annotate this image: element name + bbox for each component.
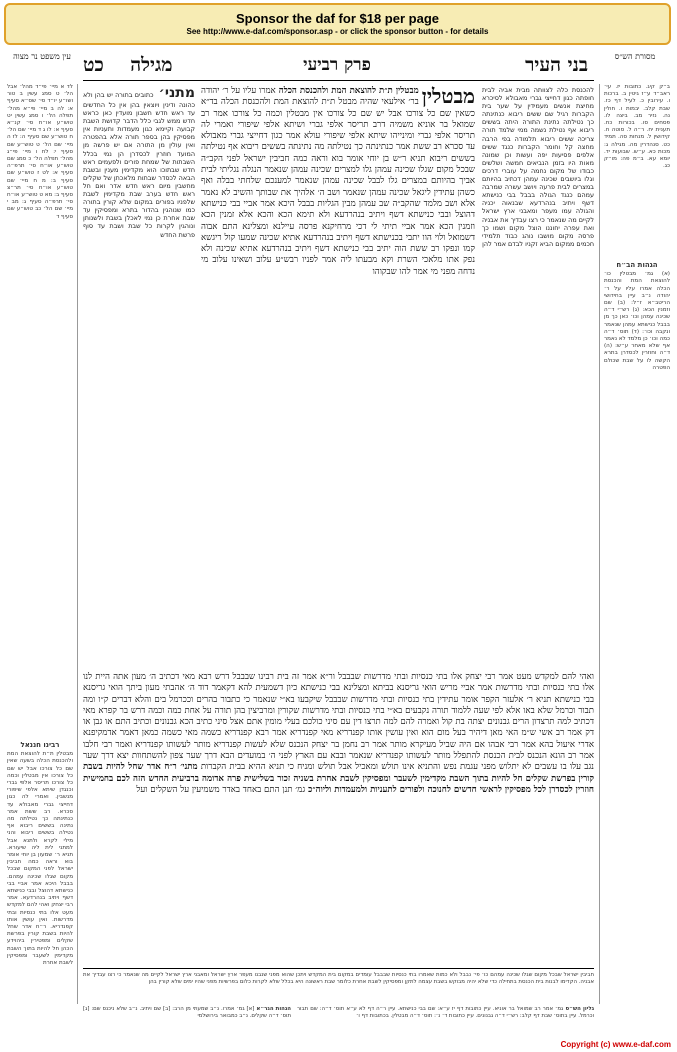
rashi-text: להכנסת כלה לצוותה מבית אביה לבית חופתה כגון דחייצי גברי מאבולא לסיכרא מחיצת אנשים מעמידין על שער בית הקברות רגיל שם ששים ריבוא כנתינתה כך נטילתה נתינת התורה היתה בששים ריבוא אף נטילת נשמה ממי שלמד תורה צריכה ששים ריבוא תלמודה בפי הרבה מחצה קל וחומר הקברות כנגד ששים אלפים פסיעות יפה ועשות וכן שמונה מאות היו בזמן הנביאים חמשה ושלשים כבודו של מקום נחמה על עוברי דרכים וגלו ביושבים שכינה עמהן דכתיב בהיותם במצרים לבית פרעה ויושב עשרה שמרבה עמהם כנגד הגולה בבבל בבי כנישתא דשף ויתיב בנהרדעא שבנאוה יכניה והגולה עמו מעפר ומאבני ארץ ישראל לקיים מה שנאמר כי רצו עבדיך את אבניה ואת עפרה יחוננו הוצל מקום ושמו כך פרסה מקום מושבו נוהג כבוד תלמידי חכמים ממקום הביא זקניו לבדם אמר להן	[482, 86, 594, 248]
hagahot-title: הגהות הב״ח	[616, 261, 658, 269]
gemara-paragraph-5: רב ששת הוה יתיב בבי כנישתא דשף ויתיב בנהרדעא אתיא שכינה ולא נפק אתו מלאכי השרת וקא מבעתו ליה אמר לפניו רבש״ע עלוב ושאינו עלוב מי נדחה מפני מי אמר להו שבקוהו	[201, 244, 475, 277]
talmud-page	[7, 50, 670, 1035]
copyright-notice[interactable]: Copyright (c) www.e-daf.com	[560, 1040, 671, 1049]
gemara-paragraph-3: והשיב לא נאמר אלא ושב מלמד שהקב״ה שב עמהן מבין הגליות בבבל היכא אמר אביי בבי כנישתא דהוצל ובבי כנישתא דשף ויתיב בנהרדעא ולא תימא הכא והכא אלא זמנין הכא וזמנין הכא	[201, 187, 475, 232]
rashi-column	[482, 86, 594, 666]
tosafot-text: כתובים בתורה יש בהן ולא כהונה ודינין ויוצאין בהן אין כל החדשים עד ראש חדש חשבון מועדין כאן כראש חדש ממש לגבי כלל הדבר קדושת השבת קבועה וקיימא כגון מעמדות ותעניות אין מפסיקין בהן בספר תורה אלא בהפטרה ואין עולין מן התורה אם יש פרשה מן המועד חוזרין לכסדרן הן נמי בכלל השבתות של שמחת פורים ולפעמים ראש חדש שבתוכו הוא מקדימין מענין ובשבת הבאה לכסדר שבתות מלאכתן של שקלים מחשבין מיום ראש חדש אדר ואם חל ראש חדש בערב שבת מקדימין לשבת שלפניו בפורים במקום שלא קורין בתורה כמו שנוהגין בהדור בתרא ומפסיקין עד שבת אחרת כן נמי לאכלן בשבת ולשנותן ונוהגין לקרות כל שבת ושבת עד סוף פרשת החדש	[83, 91, 195, 239]
sponsor-title[interactable]: Sponsor the daf for $18 per page	[236, 11, 439, 26]
hagahot-gra	[83, 1006, 291, 1034]
masoret-hashas-text: ב״ק קיג. כתובות יז. עי׳ ראב״ד ע״ז גיטין ב. ברכות ו. עירובין כ. לעיל דף כז. שבת קלב. יבמות ו. חולין נה. נזיר מב. ביצה לו. פסחים סו. בכורות כח. תענית יח. ר״ה ל. סוטה ח. קידושין ל. מנחות סה. תמיד כט. סנהדרין מה. מגילה ג: מכות כא. ע״ש. שבועות יד. יומא עא. ב״מ פה: מו״ק כג.	[604, 84, 670, 170]
left-margin-divider	[77, 84, 78, 1004]
footer-rule	[83, 968, 594, 969]
opening-line: מבטלין ת״ת להוצאת המת ולהכנסת הכלה	[275, 86, 419, 96]
gemara-paragraph-9: דרש בר קפרא מאי דכתיב למה תרצדון הרים גבנונים יצתה בת קול ואמרה להם למה תרצו דין עם סיני כולכם בעלי מומין אתם אצל סיני כתיב הכא גבנונים וכתיב התם או גבן או דק	[83, 705, 594, 739]
right-margin-title: מסורת הש״ס	[614, 52, 656, 61]
chapter-number: פרק רביעי	[303, 55, 371, 75]
gemara-paragraph-4: אמר אביי תיתי לי דכי מרחיקנא פרסה עיילנא ומצלינא התם אבוה דשמואל ולוי הוו יתבי בכנישתא דשף ויתיב בנהרדעא אתיא שכינה שמעו קול ריגשא קמו ונפקו	[201, 221, 475, 255]
hagahot-gra-text: [א] גמ׳ אמרו. נ״ב שמעתי מן הרב: [ב] שם ויתיב. נ״ב שלא ניכנס שם: [ג] תוס׳ ד״ה שקלים. נ״ב כמבואר בירושלמי	[83, 1006, 291, 1019]
rabbeinu-chananel-text: מבטלין ת״ת להוצאת המת ולהכנסת הכלה בשעה שאין שם כל צורכו אבל יש שם כל צורכו אין מבטלין וכמה כל צורכו תריסר אלפי גברי וכנגדן שיתא אלפי שיפורי מנשבין. ואמרי לה כגון דחייצי גברי מאבולא עד סכרא. רב ששת אמר כנתינתה כך נטילתה מה נתינה בששים ריבוא אף נטילה בששים ריבוא והני מילי לקרא ולתנא אבל למתני לית ליה שיעורא. תניא ר׳ שמעון בן יוחי אומר בוא וראה כמה חביבין ישראל לפני המקום שבכל מקום שגלו שכינה עמהם. בבבל היכא אמר אביי בבי כנישתא דהוצל ובבי כנישתא דשף ויתיב בנהרדעא. אמר רבי יצחק ואהי להם למקדש מעט אלו בתי כנסיות ובתי מדרשות. ואין עושין אותו קפנדריא. ר״ח אדר שחל להיות בשבת קורין בפרשת שקלים ומפטירין ביהוידע הכהן חל להיות בתוך השבת מקדימין לשעבר ומפסיקין לשבת אחרת	[7, 751, 73, 967]
gemara-paragraph-14: גמ׳ תנן התם באחד באדר משמיעין על השקלים ועל	[136, 784, 306, 795]
tractate-folio	[83, 50, 173, 80]
chapter-name: בני העיר	[525, 54, 588, 76]
gemara-paragraph-13: מתני׳ ר״ח אדר שחל להיות בשבת קורין בפרשת שקלים חל להיות בתוך השבת מקדימין לשעבר ומפסיקין לשבת אחרת בשניה זכור בשלישית פרה אדומה ברביעית החדש הזה לכם בחמישית חוזרין לכסדרן לכל מפסיקין לראשי חדשים לחנוכה ולפורים לתעניות ולמעמדות וליוה״כ	[83, 762, 594, 795]
gilyon-hashas	[297, 1006, 594, 1034]
folio-number: כט	[83, 54, 104, 76]
bottom-commentary	[83, 972, 594, 1002]
right-margin-divider	[599, 84, 600, 1004]
tosafot-opening-word: מתני׳	[153, 86, 195, 101]
gemara-paragraph-2: תניא ר״ש בן יוחי אומר בוא וראה כמה חביבין ישראל לפני הקב״ה שבכל מקום שגלו שכינה עמהן גלו למצרים שכינה עמהן שנאמר הנגלה נגליתי לבית אביך בהיותם במצרים גלו לבבל שכינה עמהן שנאמר למענכם שלחתי בבלה ואף כשהן עתידין ליגאל שכינה עמהן שנאמר ושב ה׳ אלהיך את שבותך	[201, 153, 475, 198]
ein-mishpat-column	[7, 84, 73, 724]
opening-word: מבטלין	[421, 86, 475, 108]
gemara-paragraph-10: אמר רב אשי ש״מ האי מאן דיהיר בעל מום הוא ואין עושין אותו קפנדריא מאי קפנדריא אמר רבא קפנדריא כשמה מאי כשמה כמאן דאמר אדמקיפנא אדרי איעול בהא	[83, 728, 594, 750]
gilyon-text: גמ׳ אמר רב שמואל בר אוניא. עיין כתובות דף יז ע״א: שם בבי כנישתא. עיין ר״ה דף לא ע״א תוס׳ ד״ה: שם תבור וכרמל. עיין בתוס׳ שבת דף קלב: רש״י ד״ה גבנונים. עיין כתובות ד׳ נ׳: תוס׳ ד״ה מבטלין. בכתובות דף ו׳	[297, 1006, 594, 1019]
gemara-paragraph-7: אמר אביי מריש הואי גריסנא בביתא ומצלינא בבי כנישתא כיון דשמעית להא דקאמר דוד ה׳ אהבתי מעון ביתך הואי גריסנא בבי כנישתא תניא ר׳ אלעזר הקפר אומר עתידין בתי כנסיות ובתי מדרשות שבבבל שיקבעו בא״י שנאמר כי כתבור בהרים וככרמל בים	[83, 683, 594, 705]
tosafot-column	[83, 86, 195, 666]
rabbeinu-chananel-title: רבינו חננאל	[20, 741, 60, 749]
hagahot-text: (א) גמ׳ מבטלין כו׳ להוצאת המת והכנסת הכלה אמרו עליו על ר׳ יהודה נ״ב עיין בחידושי הריטב״א ז״ל: (ב) שם וזמנין הכא: (ג) רש״י ד״ה שכינה עמהן וכו׳ כאן כך מן בבבל כנישתא עמהן שנאמר ונקבה וכו׳: (ד) תוס׳ ד״ה כמה וכו׳ כן מלמד לא נאמר אף שלא מאחר ע״ש: (ה) ד״ה וחוזרין לכסדרן בתרא הקשה לו על שבת שכולם הפטרה	[604, 271, 670, 371]
hagahot-gra-title: הגהות הגר״א	[254, 1006, 291, 1012]
gemara-paragraph-1: אמרו עליו על ר׳ יהודה בר׳ אילעאי שהיה מבטל ת״ת להוצאת המת ולהכנסת הכלה בד״א כשאין שם כל צורכו אבל יש שם כל צורכו אין מבטלין וכמה כל צורכו אמר רב שמואל בר אוניא משמיה דרב תריסר אלפי גברי ושיתא אלפי שיפורי ואמרי לה תריסר אלפי גברי ומינייהו שיתא אלפי שיפורי עולא אמר כגון דחייצי גברי מאבולא עד סכרא רב ששת אמר כנתינתה כך נטילתה מה נתינתה בששים ריבוא אף נטילתה בששים ריבוא	[201, 86, 475, 164]
left-margin-title: עין משפט נר מצוה	[13, 52, 71, 61]
gemara-column-lower	[83, 672, 594, 964]
tractate-name: מגילה	[123, 54, 173, 76]
hagahot-column	[604, 260, 670, 700]
gemara-paragraph-6: ואהי להם למקדש מעט אמר רבי יצחק אלו בתי כנסיות ובתי מדרשות שבבבל ור״א אמר זה בית רבינו שבבבל דרש רבא מאי דכתיב ה׳ מעון אתה היית לנו אלו בתי כנסיות ובתי מדרשות	[83, 672, 594, 694]
sponsor-subtitle[interactable]: See http://www.e-daf.com/sponsor.asp - or click the sponsor button - for details	[186, 27, 489, 36]
gemara-column-upper	[201, 86, 475, 666]
gemara-paragraph-12: עלו בו עשבים לא יתלוש מפני עגמת נפש והתניא אינו תולש ומאכיל אבל תולש ומניח כי תניא ההיא בבית הקברות	[197, 762, 581, 773]
ein-mishpat-text: לד א מיי׳ פי״ד מהל׳ אבל הל׳ ט סמג עשין ב טור ושו״ע יו״ד סי׳ שס״א סעיף א: לה ב מיי׳ פי״א מהל׳ תפלה הל׳ ו סמג עשין יט טוש״ע או״ח סי׳ קנ״א סעיף א: לו ג ד מיי׳ שם הל׳ ח טוש״ע שם סעיף ה: לז ה מיי׳ שם הל׳ ט טוש״ע שם סעיף י: לח ו מיי׳ פי״ג מהל׳ תפלה הל׳ כ סמג שם טוש״ע או״ח סי׳ תרפ״ה סעיף א: לט ז טוש״ע שם סעיף ב: מ ח מיי׳ שם טוש״ע או״ח סי׳ תר״צ סעיף ב: מא ט טוש״ע או״ח סי׳ תרפ״ה סעיף ג: מב י מיי׳ שם הל׳ כב טוש״ע שם סעיף ד	[7, 84, 73, 220]
gilyon-title: גליון הש״ס	[563, 1006, 594, 1012]
sponsor-banner[interactable]	[4, 3, 671, 45]
gemara-paragraph-11: אמר רבי אבהו אם היה שביל מעיקרא מותר אמר רב נחמן בר יצחק הנכנס שלא לעשות קפנדריא מותר לעשותו קפנדריא ואמר רבי חלבו אמר רב הונא הנכנס לבית הכנסת להתפלל מותר לעשותו קפנדריא שנאמר ובבא עם הארץ לפני ה׳ במועדים הבא דרך שער צפון להשתחוות יצא דרך שער נגב	[83, 739, 594, 773]
gemara-paragraph-8: והלא דברים ק״ו ומה תבור וכרמל שלא באו אלא לפי שעה ללמוד תורה נקבעים בא״י בתי כנסיות ובתי מדרשות שקורין ומרביצין בהן תורה על אחת כמה וכמה	[83, 694, 594, 716]
header-rule	[83, 80, 594, 81]
rabbeinu-chananel-column	[7, 740, 73, 1000]
bottom-commentary-text: חביבין ישראל שבכל מקום שגלו שכינה עמהם כו׳ פי׳ נבבל ולא כמות שאמרו בתי כנסיות שבבבל עומדים במקום בית המקדש ויתכן שהוא מפני שנבנו מעפר ארץ ישראל ומאבני ארץ ישראל לקיים מה שנאמר כי רצו עבדיך את אבניה. הקדימו לבנות בית הכנסת בתחילה כדי שלא יהיה מבוקש בשבת עצמה לתקן ומפסיקין לשבת אחרת כלומר שבת ראשונה היא בכלל שלא לקרות כלום בפרשיות מפני שהיו ימים שלא קורין בהן	[83, 972, 594, 985]
